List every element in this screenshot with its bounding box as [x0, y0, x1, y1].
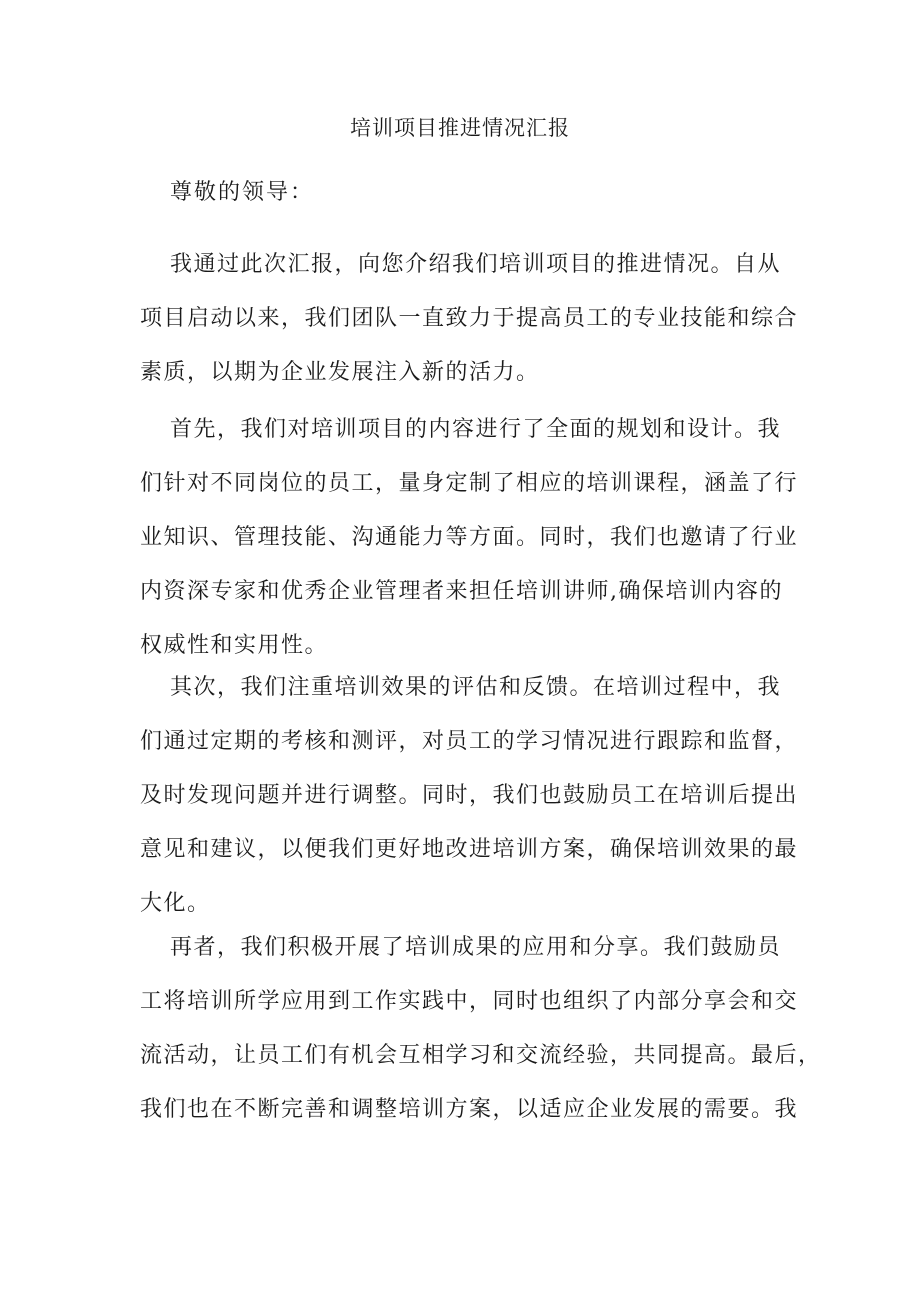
- paragraph-line: 们通过定期的考核和测评，对员工的学习情况进行跟踪和监督，: [140, 729, 799, 754]
- paragraph-line: 工将培训所学应用到工作实践中，同时也组织了内部分享会和交: [140, 989, 799, 1014]
- paragraph-4: [140, 921, 822, 1137]
- paragraph-line: 素质，以期为企业发展注入新的活力。: [140, 360, 540, 385]
- paragraph-line: 权威性和实用性。: [140, 633, 329, 658]
- paragraph-line: 们针对不同岗位的员工，量身定制了相应的培训课程，涵盖了行: [140, 471, 799, 496]
- paragraph-line: 我通过此次汇报，向您介绍我们培训项目的推进情况。自从: [170, 252, 782, 277]
- paragraph-2: [140, 403, 800, 673]
- paragraph-line: 我们也在不断完善和调整培训方案，以适应企业发展的需要。我: [140, 1097, 799, 1122]
- salutation: 尊敬的领导：: [170, 180, 315, 205]
- paragraph-3: [140, 661, 800, 931]
- paragraph-line: 业知识、管理技能、沟通能力等方面。同时，我们也邀请了行业: [140, 525, 799, 550]
- paragraph-line: 流活动，让员工们有机会互相学习和交流经验，共同提高。最后，: [140, 1043, 822, 1068]
- paragraph-1: [140, 238, 800, 400]
- paragraph-line: 项目启动以来，我们团队一直致力于提高员工的专业技能和综合: [140, 306, 799, 331]
- paragraph-line: 首先，我们对培训项目的内容进行了全面的规划和设计。我: [170, 417, 782, 442]
- paragraph-line: 及时发现问题并进行调整。同时，我们也鼓励员工在培训后提出: [140, 783, 799, 808]
- paragraph-line: 意见和建议，以便我们更好地改进培训方案，确保培训效果的最: [140, 837, 799, 862]
- paragraph-line: 再者，我们积极开展了培训成果的应用和分享。我们鼓励员: [170, 935, 782, 960]
- paragraph-line: 大化。: [140, 891, 211, 916]
- paragraph-line: 内资深专家和优秀企业管理者来担任培训讲师,确保培训内容的: [140, 579, 783, 604]
- paragraph-line: 其次，我们注重培训效果的评估和反馈。在培训过程中，我: [170, 675, 782, 700]
- document-title: 培训项目推进情况汇报: [350, 116, 570, 140]
